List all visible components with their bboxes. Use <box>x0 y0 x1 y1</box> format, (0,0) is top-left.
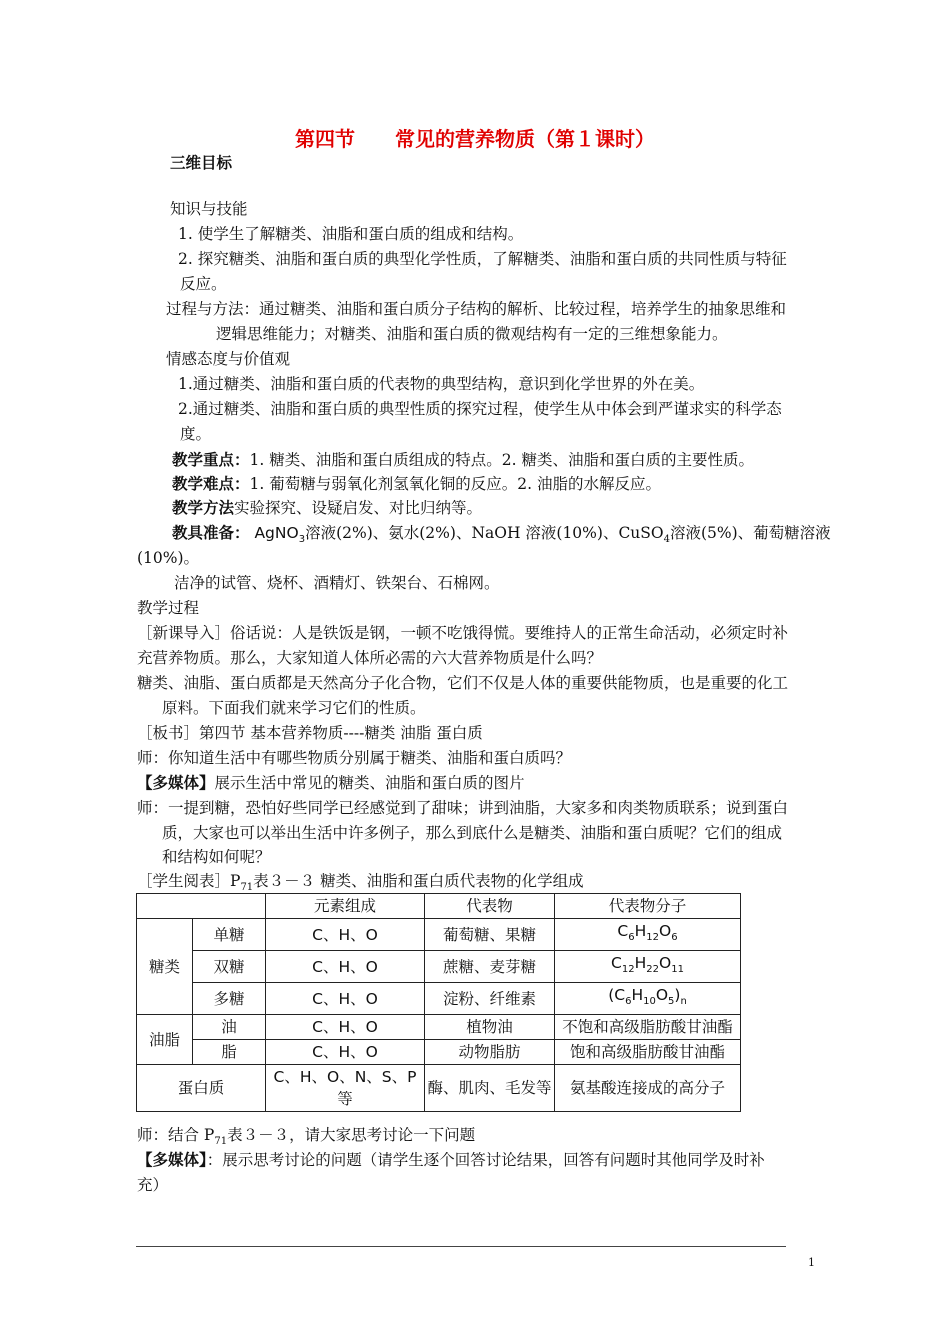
emotion-heading: 情感态度与价值观 <box>166 350 291 368</box>
elements-cell: C、H、O、N、S、P 等 <box>266 1065 425 1112</box>
multimedia-1-label: 【多媒体】 <box>137 773 215 792</box>
molecule-cell: 不饱和高级脂肪酸甘油酯 <box>555 1015 741 1040</box>
elements-cell: C、H、O <box>266 1040 425 1065</box>
teacher-combine: 师：结合 $P_{71}$表３－３，请大家思考讨论一下问题 <box>137 1126 476 1148</box>
intro-line-1: ［新课导入］俗话说：人是铁饭是钢，一顿不吃饿得慌。要维持人的正常生命活动，必须定时补 <box>137 624 789 642</box>
process-method-cont: 逻辑思维能力；对糖类、油脂和蛋白质的微观结构有一定的三维想象能力。 <box>216 325 728 343</box>
emotion-item-1: 1.通过糖类、油脂和蛋白质的代表物的典型结构，意识到化学世界的外在美。 <box>178 375 705 393</box>
rep-cell: 动物脂肪 <box>425 1040 555 1065</box>
multimedia-2 <box>137 1149 765 1171</box>
multimedia-2-text: ：展示思考讨论的问题（请学生逐个回答讨论结果，回答有问题时其他同学及时补 <box>206 1151 765 1169</box>
table-caption: ［学生阅表$]P_{71}$表３－３ 糖类、油脂和蛋白质代表物的化学组成 <box>137 872 584 894</box>
emotion-item-2: 2.通过糖类、油脂和蛋白质的典型性质的探究过程，使学生从中体会到严谨求实的科学态 <box>178 400 782 418</box>
board-note: ［板书］第四节 基本营养物质----糖类 油脂 蛋白质 <box>137 724 483 742</box>
type-cell: 油 <box>193 1015 266 1040</box>
table-row <box>137 1015 741 1040</box>
teaching-method-label: 教学方法 <box>172 498 235 517</box>
process-method: 过程与方法：通过糖类、油脂和蛋白质分子结构的解析、比较过程，培养学生的抽象思维和 <box>166 300 787 318</box>
equipment <box>172 522 831 551</box>
teaching-method <box>172 497 482 519</box>
table-header-row <box>137 894 741 919</box>
teaching-method-text: 实验探究、设疑启发、对比归纳等。 <box>234 499 483 517</box>
teaching-difficulty <box>172 473 661 495</box>
elements-cell: C、H、O <box>266 983 425 1015</box>
formula-cell: $C_6H_{12}O_6$ <box>555 919 741 951</box>
type-cell: 脂 <box>193 1040 266 1065</box>
teacher-talk-2: 质，大家也可以举出生活中许多例子，那么到底什么是糖类、油脂和蛋白质呢？它们的组成 <box>162 824 783 842</box>
teacher-talk-1: 师：一提到糖，恐怕好些同学已经感觉到了甜味；讲到油脂，大家多和肉类物质联系；说到蛋白 <box>137 799 789 817</box>
nutrition-table <box>136 893 741 1112</box>
group-protein: 蛋白质 <box>137 1065 266 1112</box>
agno3: AgNO$_3$ <box>254 524 306 546</box>
molecule-cell: 饱和高级脂肪酸甘油酯 <box>555 1040 741 1065</box>
equipment-cont: (10%)。 <box>137 549 200 567</box>
teaching-focus-label: 教学重点： <box>172 450 250 469</box>
intro-line-2: 充营养物质。那么，大家知道人体所必需的六大营养物质是什么吗？ <box>137 649 603 667</box>
table-row <box>137 1065 741 1112</box>
multimedia-1-text: 展示生活中常见的糖类、油脂和蛋白质的图片 <box>214 774 525 792</box>
table-row <box>137 1040 741 1065</box>
molecule-cell: 氨基酸连接成的高分子 <box>555 1065 741 1112</box>
teaching-difficulty-label: 教学难点： <box>172 474 250 493</box>
section-heading: 三维目标 <box>170 153 233 172</box>
formula-cell: $C_{12}H_{22}O_{11}$ <box>555 951 741 983</box>
formula-cell: $(C_6H_{10}O_5)_n$ <box>555 983 741 1015</box>
elements-cell: C、H、O <box>266 951 425 983</box>
teaching-focus-text: 1. 糖类、油脂和蛋白质组成的特点。2. 糖类、油脂和蛋白质的主要性质。 <box>249 451 754 469</box>
knowledge-item-1: 1. 使学生了解糖类、油脂和蛋白质的组成和结构。 <box>178 225 524 243</box>
multimedia-1 <box>137 772 525 794</box>
rep-cell: 酶、肌肉、毛发等 <box>425 1065 555 1112</box>
footer-divider <box>136 1246 786 1247</box>
equipment-text-1: 溶液(2%)、氨水(2%)、NaOH 溶液(10%)、CuSO <box>305 524 664 542</box>
teaching-process-heading: 教学过程 <box>137 599 200 617</box>
table-row <box>137 951 741 983</box>
teacher-question: 师：你知道生活中有哪些物质分别属于糖类、油脂和蛋白质吗？ <box>137 749 572 767</box>
knowledge-item-2-cont: 反应。 <box>180 275 227 293</box>
multimedia-2-cont: 充） <box>137 1176 169 1194</box>
type-cell: 单糖 <box>193 919 266 951</box>
page-number: 1 <box>808 1256 815 1269</box>
header-molecule: 代表物分子 <box>555 894 741 919</box>
multimedia-2-label: 【多媒体】 <box>137 1150 207 1169</box>
emotion-item-2-cont: 度。 <box>180 425 212 443</box>
elements-cell: C、H、O <box>266 1015 425 1040</box>
rep-cell: 淀粉、纤维素 <box>425 983 555 1015</box>
teacher-talk-3: 和结构如何呢？ <box>162 848 271 866</box>
equipment-text-2: 溶液(5%)、葡萄糖溶液 <box>670 524 831 542</box>
knowledge-item-2: 2. 探究糖类、油脂和蛋白质的典型化学性质，了解糖类、油脂和蛋白质的共同性质与特征 <box>178 250 787 268</box>
natural-line-1: 糖类、油脂、蛋白质都是天然高分子化合物，它们不仅是人体的重要供能物质，也是重要的化工 <box>137 674 789 692</box>
group-sugar: 糖类 <box>137 919 193 1015</box>
rep-cell: 蔗糖、麦芽糖 <box>425 951 555 983</box>
type-cell: 双糖 <box>193 951 266 983</box>
type-cell: 多糖 <box>193 983 266 1015</box>
knowledge-heading: 知识与技能 <box>170 200 248 218</box>
group-fat: 油脂 <box>137 1015 193 1065</box>
equipment-tools: 洁净的试管、烧杯、酒精灯、铁架台、石棉网。 <box>174 574 500 592</box>
rep-cell: 葡萄糖、果糖 <box>425 919 555 951</box>
header-rep: 代表物 <box>425 894 555 919</box>
header-elements: 元素组成 <box>266 894 425 919</box>
page-title: 第四节 常见的营养物质（第１课时） <box>295 127 655 151</box>
table-row <box>137 983 741 1015</box>
elements-cell: C、H、O <box>266 919 425 951</box>
rep-cell: 植物油 <box>425 1015 555 1040</box>
equipment-label: 教具准备： <box>172 523 250 542</box>
table-row <box>137 919 741 951</box>
teaching-difficulty-text: 1. 葡萄糖与弱氧化剂氢氧化铜的反应。2. 油脂的水解反应。 <box>249 475 661 493</box>
natural-line-2: 原料。下面我们就来学习它们的性质。 <box>162 699 426 717</box>
cuso4-subscript: 4 <box>663 534 670 546</box>
teaching-focus <box>172 449 754 471</box>
header-empty <box>137 894 266 919</box>
